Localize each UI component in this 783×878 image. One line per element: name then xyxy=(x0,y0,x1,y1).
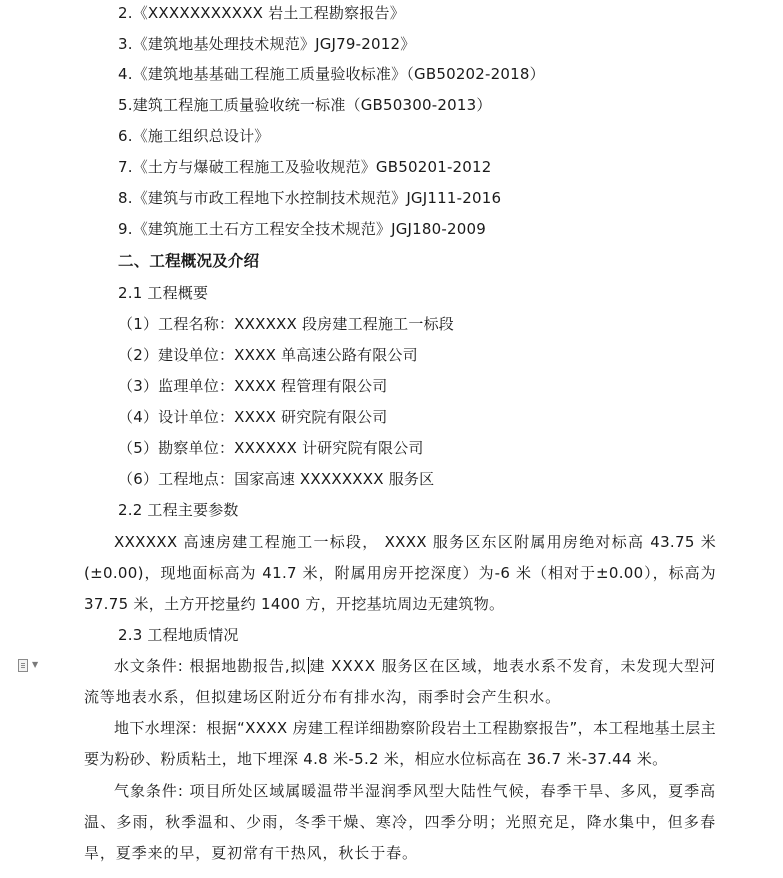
reference-item: 7.《土方与爆破工程施工及验收规范》GB50201-2012 xyxy=(118,158,492,176)
subsection-title-parameters: 2.2 工程主要参数 xyxy=(118,501,239,519)
project-info-item: （4）设计单位：XXXX 研究院有限公司 xyxy=(118,408,388,426)
parameters-paragraph: XXXXXX 高速房建工程施工一标段， XXXX 服务区东区附属用房绝对标高 43.75 米(±0.00)，现地面标高为 41.7 米，附属用房开挖深度）为-6 米（相对于±0.00），标高为 37.75 米，土方开挖量约 1400 方，开挖基坑周边无建筑物。 xyxy=(84,533,716,614)
project-info-item: （5）勘察单位：XXXXXX 计研究院有限公司 xyxy=(118,439,424,457)
reference-item: 9.《建筑施工土石方工程安全技术规范》JGJ180-2009 xyxy=(118,220,487,238)
groundwater-paragraph: 地下水埋深：根据“XXXX 房建工程详细勘察阶段岩土工程勘察报告”，本工程地基土层主要为粉砂、粉质粘土，地下埋深 4.8 米-5.2 米，相应水位标高在 36.7 米-37.44 米。 xyxy=(84,719,716,769)
project-info-item: （2）建设单位：XXXX 单高速公路有限公司 xyxy=(118,346,418,364)
hydrology-text-start: 水文条件: 根据地勘报告,拟 xyxy=(114,657,307,675)
chevron-down-icon: ▼ xyxy=(32,660,39,669)
project-info-item: （1）工程名称：XXXXXX 段房建工程施工一标段 xyxy=(118,315,454,333)
reference-item: 5.建筑工程施工质量验收统一标准（GB50300-2013） xyxy=(118,96,492,114)
section-heading: 二、工程概况及介绍 xyxy=(118,252,260,270)
project-info-item: （3）监理单位：XXXX 程管理有限公司 xyxy=(118,377,388,395)
reference-item: 6.《施工组织总设计》 xyxy=(118,127,270,145)
project-info-item: （6）工程地点：国家高速 XXXXXXXX 服务区 xyxy=(118,470,435,488)
weather-paragraph: 气象条件: 项目所处区域属暖温带半湿润季风型大陆性气候，春季干旱、多风，夏季高温、多雨，秋季温和、少雨，冬季干燥、寒冷，四季分明；光照充足，降水集中，但多春旱，夏季来的早，夏初常有干热风，秋长于春。 xyxy=(84,782,716,863)
paragraph-options-icon[interactable] xyxy=(18,657,48,673)
text-cursor xyxy=(308,657,309,674)
reference-item: 4.《建筑地基基础工程施工质量验收标准》（GB50202-2018） xyxy=(118,65,545,83)
reference-item: 2.《XXXXXXXXXXX 岩土工程勘察报告》 xyxy=(118,4,405,22)
hydrology-text-end: 建 XXXX 服务区在区域，地表水系不发育，未发现大型河流等地表水系，但拟建场区附近分布有排水沟，雨季时会产生积水。 xyxy=(84,657,716,707)
subsection-title-overview: 2.1 工程概要 xyxy=(118,284,209,302)
reference-item: 8.《建筑与市政工程地下水控制技术规范》JGJ111-2016 xyxy=(118,189,502,207)
hydrology-paragraph[interactable] xyxy=(84,651,716,713)
document-icon xyxy=(18,659,28,672)
reference-item: 3.《建筑地基处理技术规范》JGJ79-2012》 xyxy=(118,35,416,53)
subsection-title-geology: 2.3 工程地质情况 xyxy=(118,626,239,644)
